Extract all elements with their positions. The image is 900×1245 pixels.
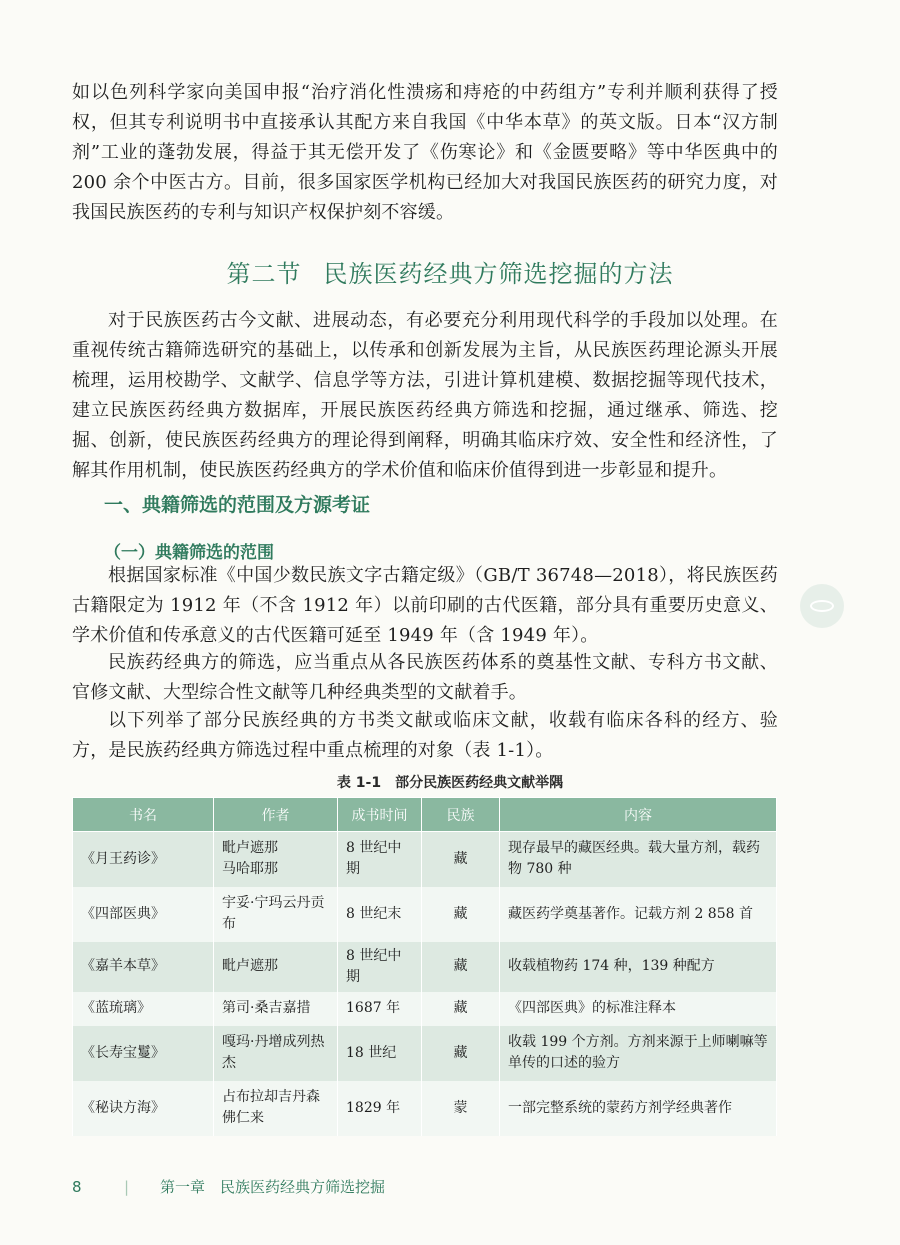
cell-author: 毗卢遮那 [214,942,338,992]
cell-author: 毗卢遮那 马哈耶那 [214,832,338,887]
cell-time: 18 世纪 [338,1026,422,1081]
cell-book: 《长寿宝鬘》 [73,1026,214,1081]
cell-ethnic: 藏 [422,1026,500,1081]
cell-content: 藏医药学奠基著作。记载方剂 2 858 首 [500,887,777,942]
heading-3: （一）典籍筛选的范围 [104,543,274,563]
cell-author: 嘎玛·丹增成列热杰 [214,1026,338,1081]
table-row [73,992,777,1026]
cell-time: 8 世纪中期 [338,832,422,887]
table-row [73,1081,777,1136]
cell-content: 收载 199 个方剂。方剂来源于上师喇嘛等单传的口述的验方 [500,1026,777,1081]
intro-paragraph: 如以色列科学家向美国申报“治疗消化性溃疡和痔疮的中药组方”专利并顺利获得了授权，但其专利说明书中直接承认其配方来自我国《中华本草》的英文版。日本“汉方制剂”工业的蓬勃发展，得益于其无偿开发了《伤寒论》和《金匮要略》等中华医典中的 200 余个中医古方。目前，很多国家医学机构已经加大对我国民族医药的研究力度，对我国民族医药的专利与知识产权保护刻不容缓。 [72,82,778,223]
header-book: 书名 [73,798,214,832]
table-caption: 表 1-1 部分民族医药经典文献举隅 [336,775,564,791]
cell-time: 8 世纪中期 [338,942,422,992]
table-row [73,832,777,887]
cell-author: 占布拉却吉丹森佛仁来 [214,1081,338,1136]
cell-ethnic: 藏 [422,992,500,1026]
section-number: 第二节 [226,260,302,288]
cell-book: 《秘诀方海》 [73,1081,214,1136]
body-paragraph: 民族药经典方的筛选，应当重点从各民族医药体系的奠基性文献、专科方书文献、官修文献、大型综合性文献等几种经典类型的文献着手。 [72,652,778,703]
page-number: 8 [72,1178,82,1196]
section-paragraph: 对于民族医药古今文献、进展动态，有必要充分利用现代科学的手段加以处理。在重视传统古籍筛选研究的基础上，以传承和创新发展为主旨，从民族医药理论源头开展梳理，运用校勘学、文献学、信息学等方法，引进计算机建模、数据挖掘等现代技术，建立民族医药经典方数据库，开展民族医药经典方筛选和挖掘，通过继承、筛选、挖掘、创新，使民族医药经典方的理论得到阐释，明确其临床疗效、安全性和经济性，了解其作用机制，使民族医药经典方的学术价值和临床价值得到进一步彰显和提升。 [72,310,778,481]
cell-time: 8 世纪末 [338,887,422,942]
table-row [73,942,777,992]
cell-author: 第司·桑吉嘉措 [214,992,338,1026]
cell-book: 《四部医典》 [73,887,214,942]
cell-ethnic: 蒙 [422,1081,500,1136]
cell-book: 《月王药诊》 [73,832,214,887]
table-row [73,1026,777,1081]
header-ethnic: 民族 [422,798,500,832]
cell-content: 《四部医典》的标准注释本 [500,992,777,1026]
chapter-title: 第一章 民族医药经典方筛选挖掘 [160,1178,386,1196]
cell-book: 《嘉羊本草》 [73,942,214,992]
table-row [73,887,777,942]
section-title-text: 民族医药经典方筛选挖掘的方法 [323,260,674,288]
side-emblem-icon [800,584,844,628]
cell-ethnic: 藏 [422,832,500,887]
heading-2: 一、典籍筛选的范围及方源考证 [104,494,371,516]
header-time: 成书时间 [338,798,422,832]
header-author: 作者 [214,798,338,832]
header-content: 内容 [500,798,777,832]
section-title [0,254,900,289]
cell-content: 一部完整系统的蒙药方剂学经典著作 [500,1081,777,1136]
cell-ethnic: 藏 [422,942,500,992]
page-footer: 8 | 第一章 民族医药经典方筛选挖掘 [72,1178,386,1196]
body-paragraph: 以下列举了部分民族经典的方书类文献或临床文献，收载有临床各科的经方、验方，是民族药经典方筛选过程中重点梳理的对象（表 1-1）。 [72,710,778,761]
cell-ethnic: 藏 [422,887,500,942]
literature-table [72,797,777,1136]
cell-content: 现存最早的藏医经典。载大量方剂，载药物 780 种 [500,832,777,887]
cell-content: 收载植物药 174 种，139 种配方 [500,942,777,992]
body-paragraph: 根据国家标准《中国少数民族文字古籍定级》（GB/T 36748—2018），将民族医药古籍限定为 1912 年（不含 1912 年）以前印刷的古代医籍，部分具有重要历史意义、学术价值和传承意义的古代医籍可延至 1949 年（含 1949 年）。 [72,565,778,646]
table-header-row [73,798,777,832]
cell-time: 1687 年 [338,992,422,1026]
cell-author: 宇妥·宁玛云丹贡布 [214,887,338,942]
cell-book: 《蓝琉璃》 [73,992,214,1026]
cell-time: 1829 年 [338,1081,422,1136]
